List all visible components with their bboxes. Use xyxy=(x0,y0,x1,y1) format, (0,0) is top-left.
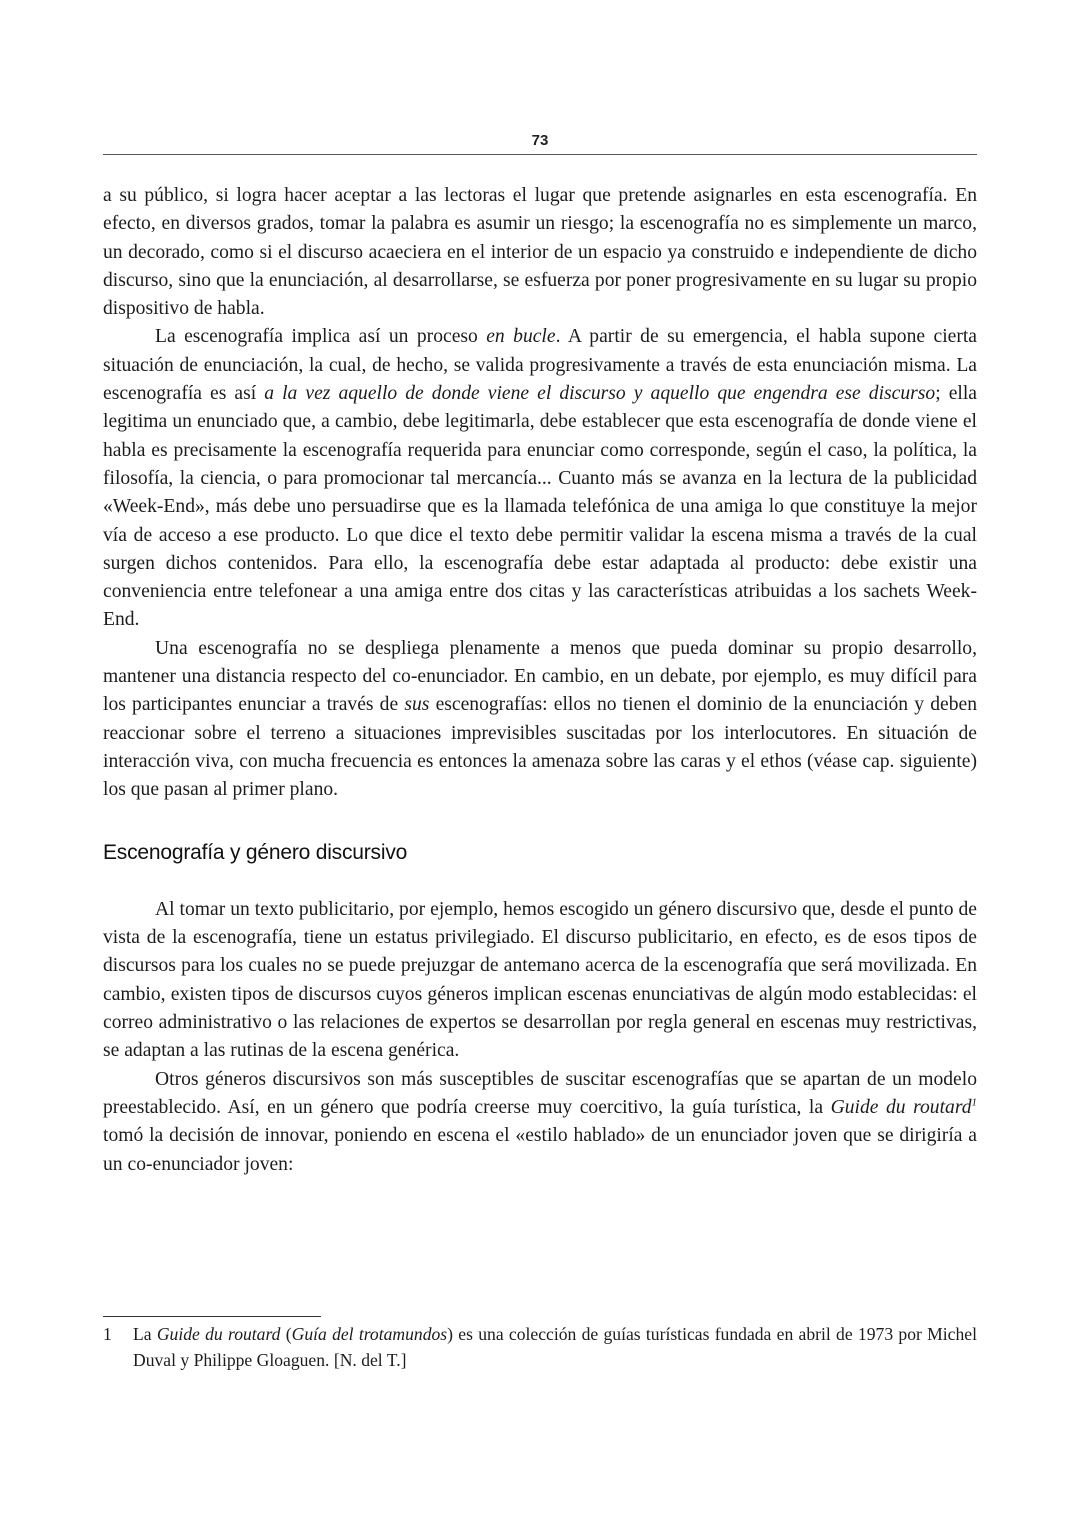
text-run: ) es una colección de guías turísticas fundada en abril de 1973 por Michel Duval y Philippe Gloaguen. [N. del T.] xyxy=(133,1324,977,1370)
text-run: Otros géneros discursivos son más susceptibles de suscitar escenografías que se apartan de un modelo preestablecido. Así, en un género que podría creerse muy coercitivo, la guía turística, la xyxy=(103,1068,977,1118)
text-run: tomó la decisión de innovar, poniendo en escena el «estilo hablado» de un enunciador joven que se dirigiría a un co-enunciador joven: xyxy=(103,1125,977,1175)
text-run: ( xyxy=(280,1324,292,1344)
paragraph-3 xyxy=(103,635,977,805)
footnote-number: 1 xyxy=(103,1324,112,1344)
section-title: Escenografía y género discursivo xyxy=(103,840,408,864)
italic-run: Guía del trotamundos xyxy=(291,1324,448,1344)
text-run: La escenografía implica así un proceso xyxy=(155,326,487,348)
paragraph-1: a su público, si logra hacer aceptar a las lectoras el lugar que pretende asignarles en esta escenografía. En efecto, en diversos grados, tomar la palabra es asumir un riesgo; la escenografía no es simplemente un marco, un decorado, como si el discurso acaeciera en el interior de un espacio ya construido e independiente de dicho discurso, sino que la enunciación, al desarrollarse, se esfuerza por poner progresivamente en su lugar su propio dispositivo de habla. xyxy=(103,185,977,320)
italic-run: Guide du routard xyxy=(830,1096,972,1118)
text-run: . A partir de su emergencia, el habla supone cierta situación de enunciación, la cual, de hecho, se valida progresivamente a través de esta enunciación misma. La escenografía es así xyxy=(103,326,977,405)
italic-run: Guide du routard xyxy=(156,1324,281,1344)
header-rule xyxy=(103,154,977,155)
footnote xyxy=(103,1321,977,1373)
italic-run: en bucle xyxy=(486,326,556,348)
paragraph-5 xyxy=(103,1066,977,1179)
text-run: Una escenografía no se despliega plenamente a menos que pueda dominar su propio desarrollo, mantener una distancia respecto del co-enunciador. En cambio, en un debate, por ejemplo, es muy difícil para los participantes enunciar a través de xyxy=(103,637,977,716)
footnote-reference[interactable]: 1 xyxy=(971,1096,978,1109)
text-run: escenografías: ellos no tienen el dominio de la enunciación y deben reaccionar sobre el terreno a situaciones imprevisibles suscitadas por los interlocutores. En situación de interacción viva, con mucha frecuencia es entonces la amenaza sobre las caras y el ethos (véase cap. siguiente) los que pasan al primer plano. xyxy=(103,694,977,801)
paragraph-2 xyxy=(103,323,977,634)
body-text xyxy=(103,182,977,1179)
page-number: 73 xyxy=(531,132,549,149)
text-run: La xyxy=(133,1324,157,1344)
footnote-rule xyxy=(103,1316,321,1317)
footnote-text xyxy=(133,1321,977,1373)
italic-run: a la vez aquello de donde viene el discurso y aquello que engendra ese discurso xyxy=(264,383,936,405)
italic-run: sus xyxy=(404,694,430,716)
paragraph-4: Al tomar un texto publicitario, por ejemplo, hemos escogido un género discursivo que, desde el punto de vista de la escenografía, tiene un estatus privilegiado. El discurso publicitario, en efecto, es de esos tipos de discursos para los cuales no se puede prejuzgar de antemano acerca de la escenografía que será movilizada. En cambio, existen tipos de discursos cuyos géneros implican escenas enunciativas de algún modo establecidas: el correo administrativo o las relaciones de expertos se desarrollan por regla general en escenas muy restrictivas, se adaptan a las rutinas de la escena genérica. xyxy=(103,898,977,1062)
text-run: ; ella legitima un enunciado que, a cambio, debe legitimarla, debe establecer que esta escenografía de donde viene el habla es precisamente la escenografía requerida para enunciar como corresponde, según el caso, la política, la filosofía, la ciencia, o para promocionar tal mercancía... Cuanto más se avanza en la lectura de la publicidad «Week-End», más debe uno persuadirse que es la llamada telefónica de una amiga lo que constituye la mejor vía de acceso a ese producto. Lo que dice el texto debe permitir validar la escena misma a través de la cual surgen dichos contenidos. Para ello, la escenografía debe estar adaptada al producto: debe existir una conveniencia entre telefonear a una amiga entre dos citas y las características atribuidas a los sachets Week-End. xyxy=(103,383,977,631)
